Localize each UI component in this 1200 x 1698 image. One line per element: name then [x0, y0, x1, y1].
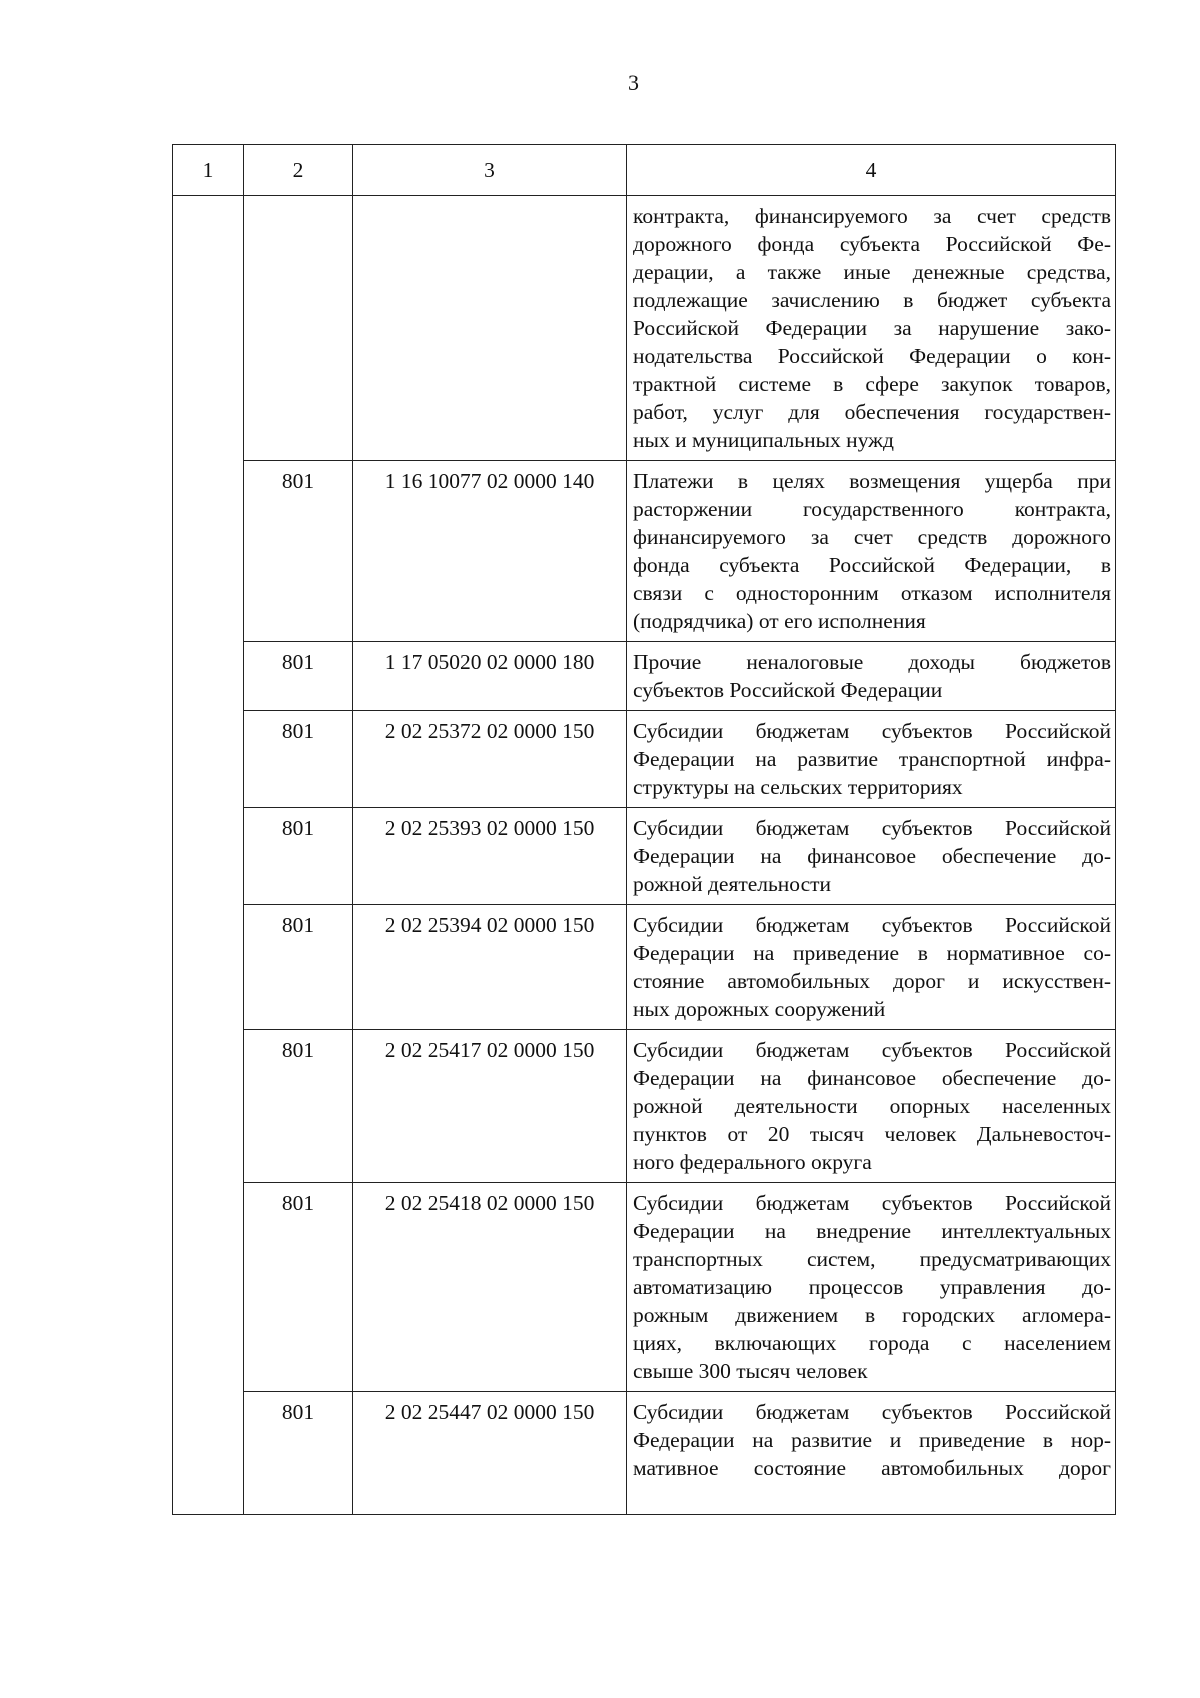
table-header-row	[173, 145, 1116, 196]
description-line: Субсидии бюджетам субъектов Российской	[633, 816, 1111, 840]
description-line: нодательства Российской Федерации о кон-	[633, 344, 1111, 368]
budget-classification-code-cell: 1 17 05020 02 0000 180	[353, 642, 627, 711]
description-cell	[627, 1183, 1116, 1392]
description-line: структуры на сельских территориях	[633, 775, 963, 799]
description-cell	[627, 808, 1116, 905]
description-line: дерации, а также иные денежные средства,	[633, 260, 1111, 284]
description-line: контракта, финансируемого за счет средств	[633, 204, 1111, 228]
description-line: Платежи в целях возмещения ущерба при	[633, 469, 1111, 493]
description-cell	[627, 1392, 1116, 1515]
description-line: Федерации на финансовое обеспечение до-	[633, 844, 1111, 868]
description-line: циях, включающих города с населением	[633, 1331, 1111, 1355]
administrator-code-cell	[244, 196, 353, 461]
description-line: рожным движением в городских агломера-	[633, 1303, 1111, 1327]
description-line: пунктов от 20 тысяч человек Дальневосточ-	[633, 1122, 1111, 1146]
description-line: ного федерального округа	[633, 1150, 872, 1174]
table-row	[173, 711, 1116, 808]
description-line: автоматизацию процессов управления до-	[633, 1275, 1111, 1299]
administrator-code-cell: 801	[244, 642, 353, 711]
description-line: Прочие неналоговые доходы бюджетов	[633, 650, 1111, 674]
description-line: Субсидии бюджетам субъектов Российской	[633, 1038, 1111, 1062]
budget-classification-code-cell	[353, 196, 627, 461]
administrator-code-cell: 801	[244, 711, 353, 808]
page-number: 3	[628, 70, 639, 95]
table-row	[173, 1183, 1116, 1392]
description-line: Субсидии бюджетам субъектов Российской	[633, 719, 1111, 743]
description-line: дорожного фонда субъекта Российской Фе-	[633, 232, 1111, 256]
administrator-code-cell: 801	[244, 461, 353, 642]
description-line: Федерации на внедрение интеллектуальных	[633, 1219, 1111, 1243]
description-line: Субсидии бюджетам субъектов Российской	[633, 913, 1111, 937]
budget-classification-code-cell: 2 02 25417 02 0000 150	[353, 1030, 627, 1183]
administrator-code-cell: 801	[244, 808, 353, 905]
table-body	[173, 145, 1116, 1515]
description-cell	[627, 461, 1116, 642]
description-line: Федерации на развитие транспортной инфра-	[633, 747, 1111, 771]
description-line: субъектов Российской Федерации	[633, 678, 943, 702]
description-cell	[627, 196, 1116, 461]
description-line: связи с односторонним отказом исполнителя	[633, 581, 1111, 605]
description-line: рожной деятельности	[633, 872, 832, 896]
description-line: транспортных систем, предусматривающих	[633, 1247, 1111, 1271]
description-line: фонда субъекта Российской Федерации, в	[633, 553, 1111, 577]
description-line: ных дорожных сооружений	[633, 997, 886, 1021]
description-line: Субсидии бюджетам субъектов Российской	[633, 1191, 1111, 1215]
description-line: стояние автомобильных дорог и искусствен-	[633, 969, 1111, 993]
column-header-3: 3	[353, 145, 627, 196]
table-row	[173, 196, 1116, 461]
description-line: мативное состояние автомобильных дорог	[633, 1456, 1111, 1480]
description-line: работ, услуг для обеспечения государствен-	[633, 400, 1111, 424]
table-row	[173, 461, 1116, 642]
description-line: подлежащие зачислению в бюджет субъекта	[633, 288, 1111, 312]
description-line: Субсидии бюджетам субъектов Российской	[633, 1400, 1111, 1424]
budget-classification-code-cell: 1 16 10077 02 0000 140	[353, 461, 627, 642]
description-cell	[627, 905, 1116, 1030]
budget-classification-code-cell: 2 02 25418 02 0000 150	[353, 1183, 627, 1392]
administrator-code-cell: 801	[244, 1183, 353, 1392]
description-line: Российской Федерации за нарушение зако-	[633, 316, 1111, 340]
budget-classification-code-cell: 2 02 25394 02 0000 150	[353, 905, 627, 1030]
administrator-code-cell: 801	[244, 905, 353, 1030]
table-row	[173, 1030, 1116, 1183]
table-row	[173, 642, 1116, 711]
description-cell	[627, 642, 1116, 711]
description-line: трактной системе в сфере закупок товаров,	[633, 372, 1111, 396]
column-header-2: 2	[244, 145, 353, 196]
description-cell	[627, 711, 1116, 808]
description-cell	[627, 1030, 1116, 1183]
description-line: финансируемого за счет средств дорожного	[633, 525, 1111, 549]
description-line: (подрядчика) от его исполнения	[633, 609, 926, 633]
description-line: Федерации на финансовое обеспечение до-	[633, 1066, 1111, 1090]
budget-classification-code-cell: 2 02 25372 02 0000 150	[353, 711, 627, 808]
table-row	[173, 1392, 1116, 1515]
budget-classification-code-cell: 2 02 25393 02 0000 150	[353, 808, 627, 905]
description-line: свыше 300 тысяч человек	[633, 1359, 868, 1383]
table-row	[173, 905, 1116, 1030]
description-line: Федерации на приведение в нормативное со-	[633, 941, 1111, 965]
revenue-codes-table	[172, 144, 1116, 1515]
administrator-code-cell: 801	[244, 1030, 353, 1183]
administrator-code-cell: 801	[244, 1392, 353, 1515]
table-row	[173, 808, 1116, 905]
description-line: рожной деятельности опорных населенных	[633, 1094, 1111, 1118]
description-line: ных и муниципальных нужд	[633, 428, 894, 452]
row-number-cell	[173, 196, 244, 1515]
budget-classification-code-cell: 2 02 25447 02 0000 150	[353, 1392, 627, 1515]
column-header-4: 4	[627, 145, 1116, 196]
column-header-1: 1	[173, 145, 244, 196]
description-line: расторжении государственного контракта,	[633, 497, 1111, 521]
description-line: Федерации на развитие и приведение в нор-	[633, 1428, 1111, 1452]
